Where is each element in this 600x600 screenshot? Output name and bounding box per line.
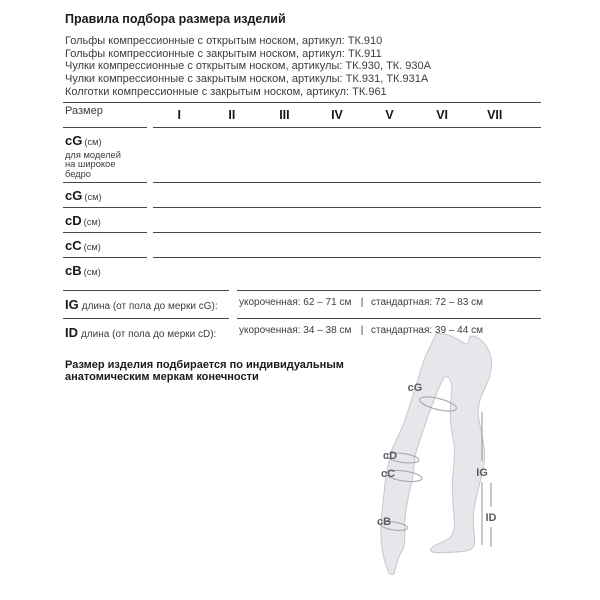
size-column-header: IV — [331, 107, 343, 122]
measure-label: cB — [65, 262, 82, 278]
statement-line: Размер изделия подбирается по индивидуальным — [65, 358, 344, 371]
measure-label-cell — [63, 207, 147, 232]
size-column-header: VI — [436, 107, 449, 122]
measure-label-line — [65, 237, 147, 255]
size-column-header: III — [279, 107, 290, 122]
size-table-header-row — [63, 103, 541, 127]
length-desc: длина (от пола до мерки cG): — [81, 300, 218, 312]
length-desc: длина (от пола до мерки cD): — [81, 328, 217, 340]
measure-values — [153, 182, 541, 207]
measure-label-line — [65, 262, 147, 280]
page-title: Правила подбора размера изделий — [65, 12, 286, 26]
measure-label: cD — [65, 212, 82, 228]
product-line: Чулки компрессионные с открытым носком, артикулы: ТК.930, ТК. 930А — [65, 60, 431, 73]
length-separator: | — [360, 324, 364, 336]
length-row — [63, 290, 541, 318]
size-column-header: VII — [487, 107, 503, 122]
length-label-cell — [63, 290, 229, 318]
size-table-row — [63, 182, 541, 207]
id-label: ID — [485, 512, 497, 524]
length-label: IG — [65, 296, 79, 312]
length-separator: | — [360, 296, 364, 308]
cd-label: cD — [382, 450, 398, 462]
measure-unit: (см) — [83, 241, 101, 252]
ig-label: IG — [476, 467, 488, 479]
cb-label: cB — [376, 516, 392, 528]
size-column-header: II — [228, 107, 236, 122]
measure-label-line — [65, 212, 147, 230]
product-line: Чулки компрессионные с закрытым носком, артикулы: ТК.931, ТК.931А — [65, 73, 429, 86]
measure-unit: (см) — [83, 266, 101, 277]
size-column-header: I — [177, 107, 182, 122]
length-values — [237, 290, 541, 318]
measure-values — [153, 127, 541, 182]
sheet-content — [63, 12, 541, 383]
leg-figure — [368, 330, 553, 586]
size-table-row — [63, 232, 541, 257]
measure-label-cell — [63, 232, 147, 257]
product-line: Гольфы компрессионные с открытым носком, артикул: ТК.910 — [65, 35, 383, 47]
product-line: Колготки компрессионные с закрытым носком, артикул: ТК.961 — [65, 85, 387, 98]
measure-label: cG — [65, 187, 83, 203]
product-list — [65, 35, 541, 99]
measure-unit: (см) — [83, 216, 101, 227]
measure-label: cG — [65, 132, 83, 148]
size-table-row — [63, 207, 541, 232]
size-table — [63, 102, 541, 282]
measure-note: для моделей на широкое бедро — [65, 149, 121, 180]
measure-label-cell — [63, 257, 147, 282]
size-header-values — [153, 103, 541, 127]
leg-silhouette — [381, 334, 492, 575]
cg-label: cG — [407, 382, 423, 394]
size-column-header: V — [385, 107, 394, 122]
measure-unit: (см) — [84, 191, 102, 202]
length-standard-value: стандартная: 72 – 83 см — [371, 296, 483, 308]
cc-label: cC — [380, 468, 396, 480]
measure-label-cell — [63, 127, 147, 182]
measure-values — [153, 232, 541, 257]
product-line: Гольфы компрессионные с закрытым носком, артикул: ТК.911 — [65, 47, 382, 60]
measure-values — [153, 207, 541, 232]
measure-label-line — [65, 187, 147, 205]
length-short-value: укороченная: 62 – 71 см — [239, 296, 352, 308]
size-header-label: Размер — [65, 104, 103, 117]
measure-unit: (см) — [84, 136, 102, 147]
measure-label-cell — [63, 182, 147, 207]
size-table-row — [63, 127, 541, 182]
measure-label-line — [65, 132, 147, 150]
statement-line: анатомическим меркам конечности — [65, 370, 259, 383]
length-label: ID — [65, 324, 78, 340]
length-standard-value: стандартная: 39 – 44 см — [371, 324, 483, 336]
measure-label: cC — [65, 237, 82, 253]
size-table-row — [63, 257, 541, 282]
length-label-cell — [63, 318, 229, 346]
measure-values — [153, 257, 541, 282]
length-short-value: укороченная: 34 – 38 см — [239, 324, 352, 336]
